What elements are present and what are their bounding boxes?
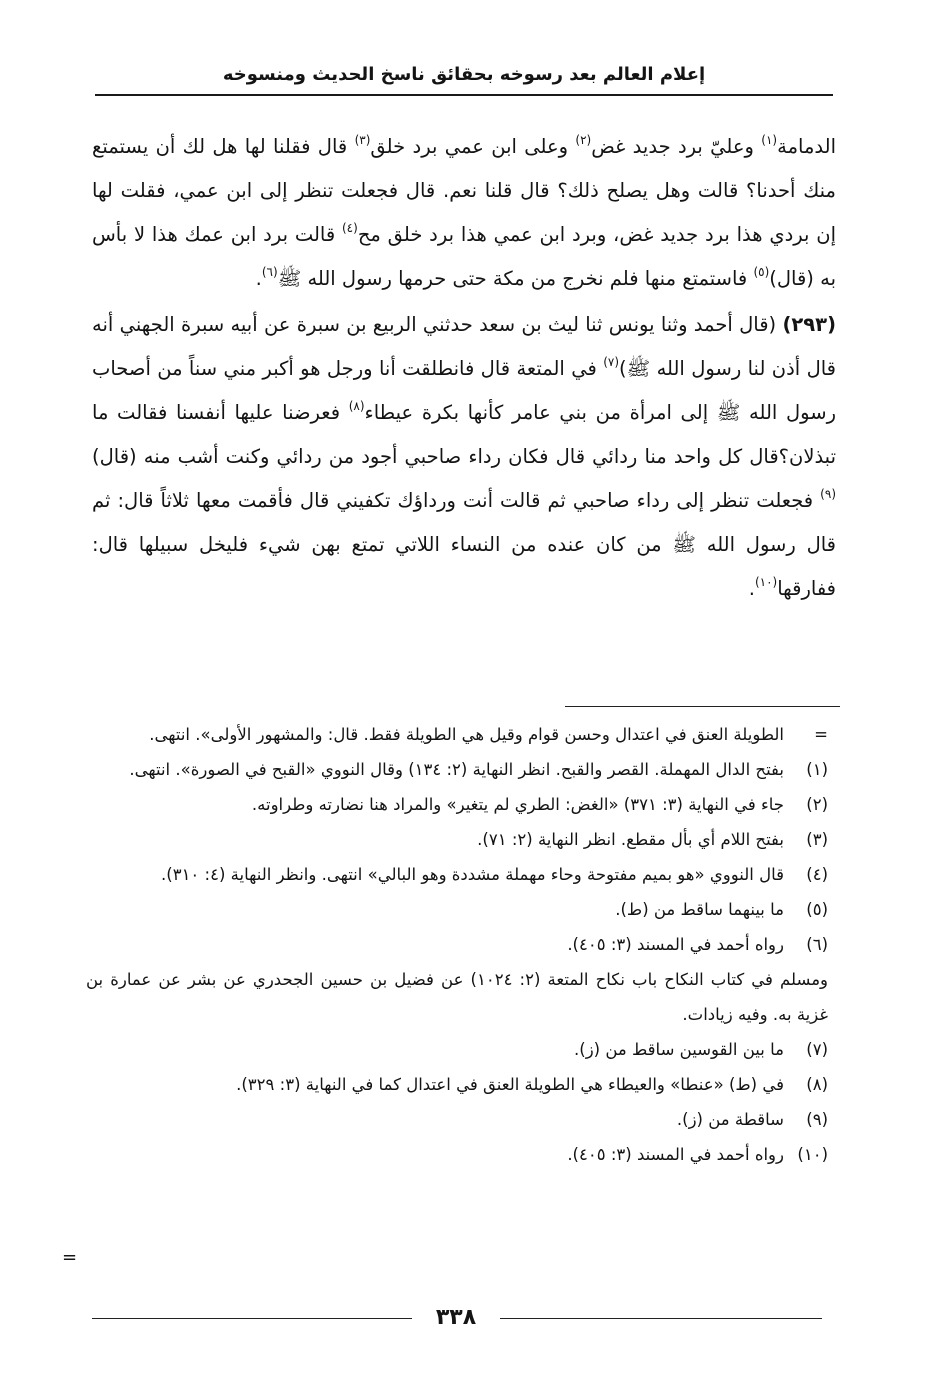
footnote-item (86, 927, 838, 962)
footnote-item (86, 717, 838, 752)
footnote-mark: (٩) (806, 1110, 828, 1129)
footnote-mark: (٢) (806, 795, 828, 814)
paragraph-1 (92, 125, 836, 301)
footnote-ref-9[interactable]: (٩) (820, 487, 836, 501)
main-text (92, 125, 836, 611)
page-number: ٣٣٨ (435, 1305, 477, 1330)
footnote-mark: (٥) (806, 900, 828, 919)
continuation-mark: = (62, 1247, 78, 1268)
text-run: فعرضنا عليها أنفسنا فقالت ما تبذلان؟قال كل واحد منا ردائي قال فكان رداء صاحبي أجود من ردائي وكنت أشب منه (قال) (92, 401, 836, 468)
footnote-mark: (١) (806, 760, 828, 779)
hadith-number: (٢٩٣) (782, 313, 836, 336)
footnote-continuation (86, 962, 838, 1032)
footnote-separator (565, 706, 840, 707)
footnote-item (86, 857, 838, 892)
text-run: فجعلت تنظر إلى رداء صاحبي ثم قالت أنت ورداؤك تكفيني قال فأقمت معها ثلاثاً قال: ثم قال رسول الله ﷺ من كان عنده من النساء اللاتي تمتع بهن شيء فليخل سبيلها قال: ففارقها (92, 489, 836, 600)
text-run: قال فقلنا لها هل لك أن يستمتع منك أحدنا؟ قالت وهل يصلح ذلك؟ قال قلنا نعم. قال فجعلت تنظر إلى ابن عمي، فقلت لها إن بردي هذا برد جديد غض، وبرد ابن عمي هذا برد خلق مح (92, 135, 836, 246)
footnote-mark: (٦) (806, 935, 828, 954)
running-header: إعلام العالم بعد رسوخه بحقائق ناسخ الحديث ومنسوخه (222, 64, 706, 85)
footnote-text: ومسلم في كتاب النكاح باب نكاح المتعة (٢: ١٠٢٤) عن فضيل بن حسين الجحدري عن بشر عن عمارة بن غزية به. وفيه زيادات. (86, 970, 828, 1024)
text-run: في المتعة قال فانطلقت أنا ورجل هو أكبر مني سناً من أصحاب رسول الله ﷺ إلى امرأة من بني عامر كأنها بكرة عيطاء (92, 357, 836, 424)
footnote-text: ساقطة من (ز). (676, 1110, 784, 1129)
footnote-item (86, 1032, 838, 1067)
footer-rule-left (92, 1318, 412, 1319)
footnote-text: ما بينهما ساقط من (ط). (615, 900, 784, 919)
text-run: وعلى ابن عمي برد خلق (370, 135, 576, 158)
footnote-item (86, 1102, 838, 1137)
footnote-text: جاء في النهاية (٣: ٣٧١) «الغض: الطري لم يتغير» والمراد هنا نضارته وطراوته. (251, 795, 784, 814)
footnote-ref-2[interactable]: (٢) (575, 133, 592, 147)
text-run: . (748, 577, 755, 600)
text-run: فاستمتع منها فلم نخرج من مكة حتى حرمها رسول الله ﷺ (277, 267, 754, 290)
footnote-item (86, 1137, 838, 1172)
footer-rule-right (500, 1318, 822, 1319)
footnote-text: بفتح اللام أي بأل مقطع. انظر النهاية (٢: ٧١). (477, 830, 784, 849)
footnote-ref-4[interactable]: (٤) (341, 221, 358, 235)
text-run: وعليّ برد جديد غض (591, 135, 762, 158)
text-run: قالت برد ابن عمك هذا لا بأس به (قال) (92, 223, 836, 290)
footnote-mark: (٨) (806, 1075, 828, 1094)
footnote-mark: (٣) (806, 830, 828, 849)
footnote-item (86, 822, 838, 857)
footnote-ref-5[interactable]: (٥) (753, 265, 770, 279)
footnote-item (86, 892, 838, 927)
footnote-text: بفتح الدال المهملة. القصر والقبح. انظر النهاية (٢: ١٣٤) وقال النووي «القبح في الصورة». انتهى. (129, 760, 784, 779)
footnote-ref-3[interactable]: (٣) (354, 133, 371, 147)
footnote-mark: (١٠) (797, 1145, 828, 1164)
footnote-ref-8[interactable]: (٨) (348, 399, 365, 413)
footnote-ref-10[interactable]: (١٠) (754, 575, 778, 589)
footnote-ref-1[interactable]: (١) (761, 133, 778, 147)
footnote-text: الطويلة العنق في اعتدال وحسن قوام وقيل هي الطويلة فقط. قال: والمشهور الأولى». انتهى. (149, 725, 784, 744)
footnote-item (86, 1067, 838, 1102)
footnote-ref-7[interactable]: (٧) (603, 355, 620, 369)
footnotes-list (86, 717, 838, 1172)
footnote-text: في (ط) «عنطا» والعيطاء هي الطويلة العنق في اعتدال كما في النهاية (٣: ٣٢٩). (236, 1075, 784, 1094)
text-run: (قال أحمد وثنا يونس ثنا ليث بن سعد حدثني الربيع بن سبرة عن أبيه سبرة الجهني أنه قال أذن لنا رسول الله ﷺ) (92, 313, 837, 380)
footnote-text: ما بين القوسين ساقط من (ز). (574, 1040, 784, 1059)
footnote-text: رواه أحمد في المسند (٣: ٤٠٥). (567, 935, 784, 954)
footnote-mark: = (814, 725, 828, 744)
footnote-mark: (٧) (806, 1040, 828, 1059)
footnote-ref-6[interactable]: (٦) (261, 265, 278, 279)
footnote-text: قال النووي «هو بميم مفتوحة وحاء مهملة مشددة وهو البالي» انتهى. وانظر النهاية (٤: ٣١٠). (161, 865, 784, 884)
footnote-item (86, 752, 838, 787)
text-run: . (255, 267, 262, 290)
header-rule (95, 94, 833, 96)
text-run: الدمامة (777, 135, 836, 158)
footnote-item (86, 787, 838, 822)
paragraph-2 (92, 303, 836, 611)
footnote-mark: (٤) (806, 865, 828, 884)
footnote-text: رواه أحمد في المسند (٣: ٤٠٥). (567, 1145, 784, 1164)
